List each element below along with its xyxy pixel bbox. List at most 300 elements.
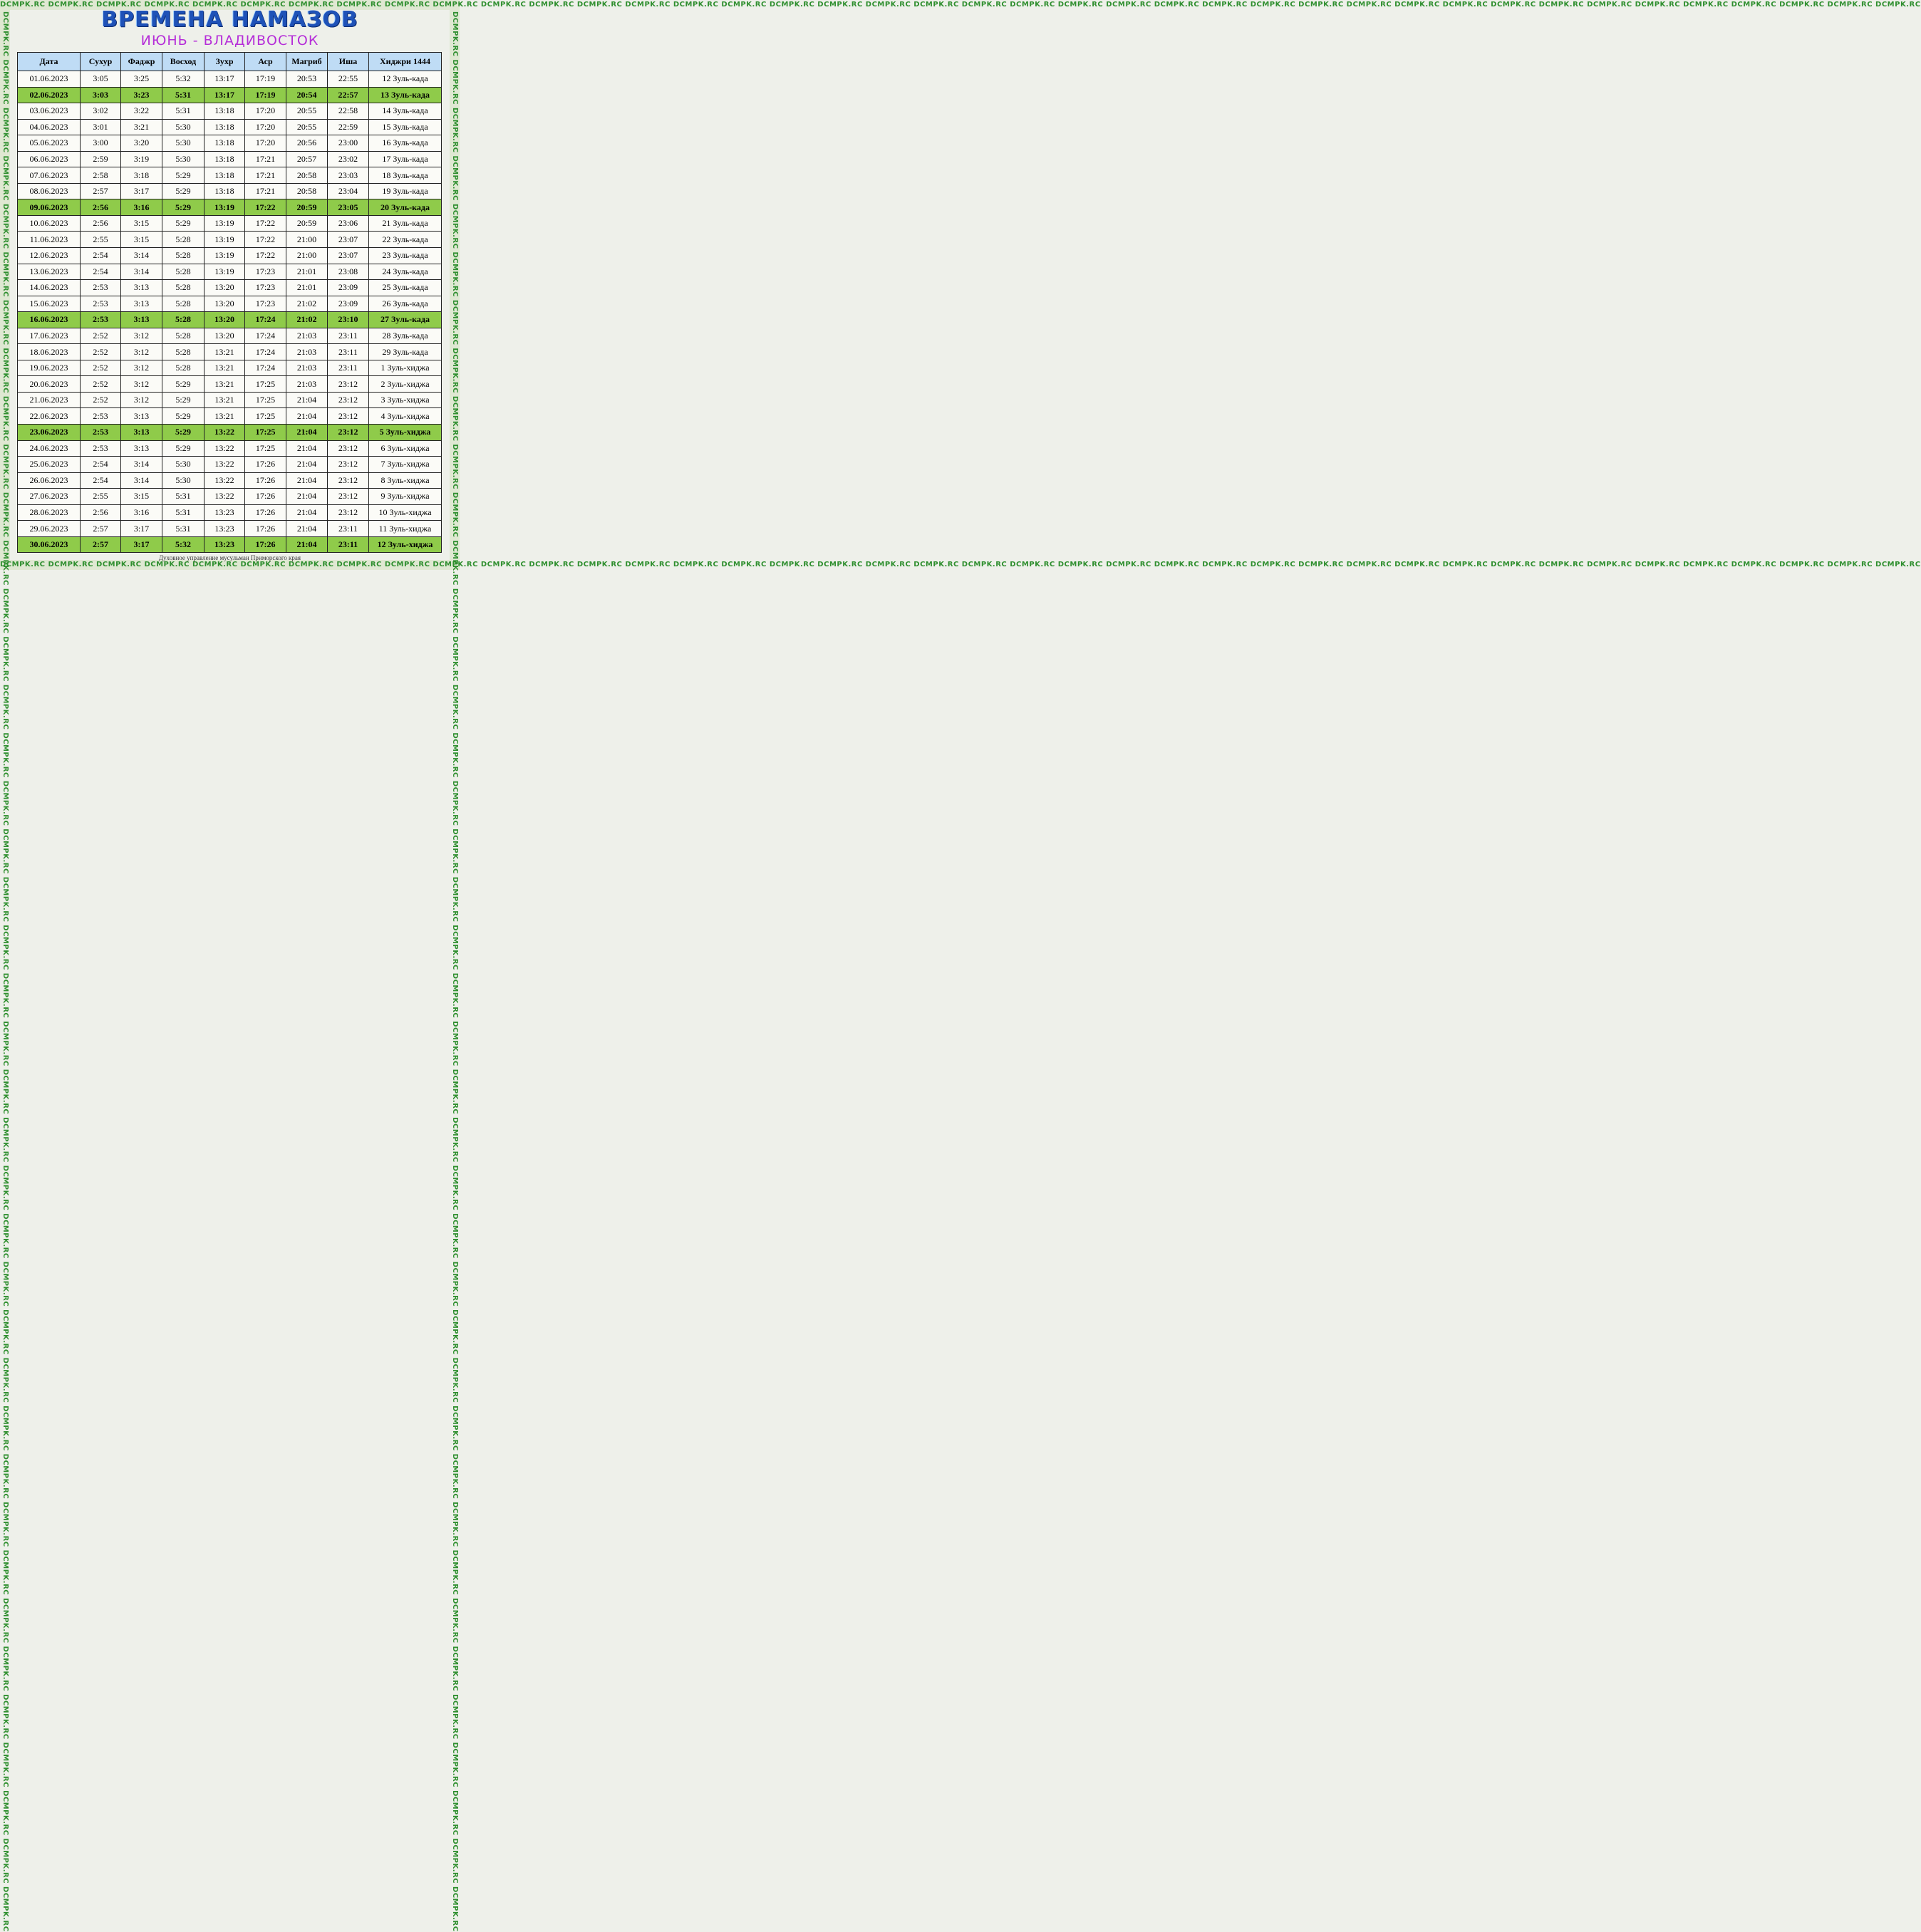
table-row bbox=[18, 248, 442, 264]
cell-asr: 17:24 bbox=[245, 344, 286, 360]
cell-zuhr: 13:18 bbox=[204, 183, 245, 199]
table-row bbox=[18, 264, 442, 280]
cell-asr: 17:25 bbox=[245, 425, 286, 441]
cell-sunrise: 5:28 bbox=[162, 344, 204, 360]
cell-hijri: 17 Зуль-када bbox=[369, 151, 442, 167]
cell-hijri: 2 Зуль-хиджа bbox=[369, 376, 442, 393]
table-row bbox=[18, 521, 442, 537]
cell-maghrib: 21:04 bbox=[286, 521, 328, 537]
cell-isha: 23:12 bbox=[328, 440, 369, 457]
cell-suhur: 2:54 bbox=[81, 264, 121, 280]
cell-fajr: 3:17 bbox=[121, 183, 162, 199]
table-row bbox=[18, 344, 442, 360]
cell-zuhr: 13:21 bbox=[204, 344, 245, 360]
cell-suhur: 2:53 bbox=[81, 296, 121, 312]
cell-maghrib: 20:55 bbox=[286, 119, 328, 135]
cell-maghrib: 21:03 bbox=[286, 328, 328, 344]
cell-isha: 23:12 bbox=[328, 489, 369, 505]
cell-maghrib: 21:03 bbox=[286, 344, 328, 360]
cell-sunrise: 5:29 bbox=[162, 408, 204, 425]
cell-hijri: 3 Зуль-хиджа bbox=[369, 392, 442, 408]
cell-isha: 23:11 bbox=[328, 344, 369, 360]
cell-hijri: 7 Зуль-хиджа bbox=[369, 457, 442, 473]
cell-hijri: 14 Зуль-када bbox=[369, 103, 442, 120]
cell-fajr: 3:12 bbox=[121, 392, 162, 408]
cell-zuhr: 13:19 bbox=[204, 248, 245, 264]
cell-zuhr: 13:18 bbox=[204, 103, 245, 120]
column-header-hijri: Хиджри 1444 bbox=[369, 53, 442, 71]
cell-suhur: 2:54 bbox=[81, 457, 121, 473]
cell-isha: 23:09 bbox=[328, 280, 369, 296]
cell-asr: 17:21 bbox=[245, 183, 286, 199]
cell-date: 21.06.2023 bbox=[18, 392, 81, 408]
table-header-row bbox=[18, 53, 442, 71]
cell-fajr: 3:13 bbox=[121, 312, 162, 328]
cell-fajr: 3:12 bbox=[121, 376, 162, 393]
column-header-maghrib: Магриб bbox=[286, 53, 328, 71]
table-row bbox=[18, 119, 442, 135]
cell-suhur: 2:56 bbox=[81, 199, 121, 216]
cell-isha: 23:06 bbox=[328, 215, 369, 232]
cell-isha: 23:05 bbox=[328, 199, 369, 216]
cell-isha: 23:02 bbox=[328, 151, 369, 167]
cell-maghrib: 20:58 bbox=[286, 183, 328, 199]
cell-suhur: 3:00 bbox=[81, 135, 121, 152]
column-header-zuhr: Зухр bbox=[204, 53, 245, 71]
cell-asr: 17:25 bbox=[245, 392, 286, 408]
cell-fajr: 3:12 bbox=[121, 344, 162, 360]
cell-sunrise: 5:28 bbox=[162, 328, 204, 344]
column-header-date: Дата bbox=[18, 53, 81, 71]
cell-isha: 23:12 bbox=[328, 504, 369, 521]
cell-isha: 23:07 bbox=[328, 232, 369, 248]
cell-date: 27.06.2023 bbox=[18, 489, 81, 505]
cell-hijri: 22 Зуль-када bbox=[369, 232, 442, 248]
column-header-fajr: Фаджр bbox=[121, 53, 162, 71]
cell-maghrib: 20:54 bbox=[286, 87, 328, 103]
cell-sunrise: 5:31 bbox=[162, 489, 204, 505]
cell-fajr: 3:13 bbox=[121, 280, 162, 296]
cell-maghrib: 21:01 bbox=[286, 280, 328, 296]
cell-suhur: 2:53 bbox=[81, 425, 121, 441]
cell-date: 24.06.2023 bbox=[18, 440, 81, 457]
cell-sunrise: 5:28 bbox=[162, 360, 204, 376]
cell-suhur: 2:52 bbox=[81, 360, 121, 376]
cell-maghrib: 20:58 bbox=[286, 167, 328, 184]
watermark-border-bottom: DCMPK.RC DCMPK.RC DCMPK.RC DCMPK.RC DCMPK.RC DCMPK.RC DCMPK.RC DCMPK.RC DCMPK.RC DCMPK.RC DCMPK.RC DCMPK.RC DCMPK.RC DCMPK.RC DCMPK.RC DCMPK.RC DCMPK.RC DCMPK.RC DCMPK.RC DCMPK.RC DCMPK.RC DCMPK.RC DCMPK.RC DCMPK.RC DCMPK.RC DCMPK.RC DCMPK.RC DCMPK.RC DCMPK.RC DCMPK.RC DCMPK.RC DCMPK.RC DCMPK.RC DCMPK.RC DCMPK.RC DCMPK.RC DCMPK.RC DCMPK.RC DCMPK.RC DCMPK.RC bbox=[0, 561, 1921, 568]
cell-sunrise: 5:30 bbox=[162, 135, 204, 152]
cell-date: 19.06.2023 bbox=[18, 360, 81, 376]
cell-hijri: 12 Зуль-када bbox=[369, 71, 442, 88]
table-row bbox=[18, 232, 442, 248]
cell-date: 30.06.2023 bbox=[18, 536, 81, 553]
cell-maghrib: 21:04 bbox=[286, 392, 328, 408]
footer-caption: Духовное управление мусульман Приморского края bbox=[158, 554, 301, 561]
cell-asr: 17:26 bbox=[245, 504, 286, 521]
cell-isha: 23:12 bbox=[328, 392, 369, 408]
cell-date: 05.06.2023 bbox=[18, 135, 81, 152]
cell-asr: 17:22 bbox=[245, 199, 286, 216]
table-row bbox=[18, 71, 442, 88]
cell-hijri: 12 Зуль-хиджа bbox=[369, 536, 442, 553]
cell-maghrib: 21:00 bbox=[286, 248, 328, 264]
cell-isha: 23:11 bbox=[328, 360, 369, 376]
cell-maghrib: 20:56 bbox=[286, 135, 328, 152]
cell-zuhr: 13:21 bbox=[204, 392, 245, 408]
cell-sunrise: 5:28 bbox=[162, 312, 204, 328]
cell-fajr: 3:12 bbox=[121, 360, 162, 376]
cell-zuhr: 13:19 bbox=[204, 199, 245, 216]
cell-isha: 22:57 bbox=[328, 87, 369, 103]
cell-date: 07.06.2023 bbox=[18, 167, 81, 184]
table-row bbox=[18, 392, 442, 408]
cell-date: 09.06.2023 bbox=[18, 199, 81, 216]
cell-zuhr: 13:22 bbox=[204, 489, 245, 505]
table-row bbox=[18, 87, 442, 103]
cell-maghrib: 21:04 bbox=[286, 504, 328, 521]
cell-hijri: 11 Зуль-хиджа bbox=[369, 521, 442, 537]
cell-isha: 23:11 bbox=[328, 521, 369, 537]
table-row bbox=[18, 328, 442, 344]
cell-suhur: 2:54 bbox=[81, 472, 121, 489]
cell-fajr: 3:13 bbox=[121, 408, 162, 425]
table-row bbox=[18, 504, 442, 521]
watermark-border-top: DCMPK.RC DCMPK.RC DCMPK.RC DCMPK.RC DCMPK.RC DCMPK.RC DCMPK.RC DCMPK.RC DCMPK.RC DCMPK.RC DCMPK.RC DCMPK.RC DCMPK.RC DCMPK.RC DCMPK.RC DCMPK.RC DCMPK.RC DCMPK.RC DCMPK.RC DCMPK.RC DCMPK.RC DCMPK.RC DCMPK.RC DCMPK.RC DCMPK.RC DCMPK.RC DCMPK.RC DCMPK.RC DCMPK.RC DCMPK.RC DCMPK.RC DCMPK.RC DCMPK.RC DCMPK.RC DCMPK.RC DCMPK.RC DCMPK.RC DCMPK.RC DCMPK.RC DCMPK.RC bbox=[0, 1, 1921, 9]
table-row bbox=[18, 135, 442, 152]
table-row bbox=[18, 489, 442, 505]
cell-hijri: 26 Зуль-када bbox=[369, 296, 442, 312]
cell-zuhr: 13:21 bbox=[204, 408, 245, 425]
cell-sunrise: 5:28 bbox=[162, 280, 204, 296]
cell-fajr: 3:14 bbox=[121, 472, 162, 489]
cell-date: 20.06.2023 bbox=[18, 376, 81, 393]
cell-asr: 17:26 bbox=[245, 521, 286, 537]
cell-hijri: 8 Зуль-хиджа bbox=[369, 472, 442, 489]
cell-fajr: 3:17 bbox=[121, 536, 162, 553]
cell-asr: 17:20 bbox=[245, 103, 286, 120]
cell-sunrise: 5:30 bbox=[162, 457, 204, 473]
cell-isha: 23:12 bbox=[328, 457, 369, 473]
cell-isha: 23:07 bbox=[328, 248, 369, 264]
cell-zuhr: 13:23 bbox=[204, 504, 245, 521]
cell-suhur: 2:55 bbox=[81, 489, 121, 505]
cell-sunrise: 5:29 bbox=[162, 167, 204, 184]
column-header-isha: Иша bbox=[328, 53, 369, 71]
cell-hijri: 13 Зуль-када bbox=[369, 87, 442, 103]
watermark-border-right: DCMPK.RC DCMPK.RC DCMPK.RC DCMPK.RC DCMPK.RC DCMPK.RC DCMPK.RC DCMPK.RC DCMPK.RC DCMPK.RC DCMPK.RC DCMPK.RC DCMPK.RC DCMPK.RC DCMPK.RC DCMPK.RC DCMPK.RC DCMPK.RC DCMPK.RC DCMPK.RC DCMPK.RC DCMPK.RC DCMPK.RC DCMPK.RC DCMPK.RC DCMPK.RC DCMPK.RC DCMPK.RC DCMPK.RC DCMPK.RC DCMPK.RC DCMPK.RC DCMPK.RC DCMPK.RC DCMPK.RC DCMPK.RC DCMPK.RC DCMPK.RC DCMPK.RC DCMPK.RC bbox=[451, 11, 459, 1932]
cell-isha: 22:55 bbox=[328, 71, 369, 88]
table-row bbox=[18, 151, 442, 167]
cell-date: 17.06.2023 bbox=[18, 328, 81, 344]
cell-isha: 23:04 bbox=[328, 183, 369, 199]
cell-isha: 23:12 bbox=[328, 425, 369, 441]
cell-hijri: 19 Зуль-када bbox=[369, 183, 442, 199]
cell-suhur: 3:05 bbox=[81, 71, 121, 88]
cell-sunrise: 5:28 bbox=[162, 232, 204, 248]
cell-zuhr: 13:17 bbox=[204, 87, 245, 103]
cell-asr: 17:25 bbox=[245, 408, 286, 425]
cell-isha: 23:09 bbox=[328, 296, 369, 312]
cell-zuhr: 13:20 bbox=[204, 296, 245, 312]
cell-hijri: 4 Зуль-хиджа bbox=[369, 408, 442, 425]
cell-suhur: 2:52 bbox=[81, 344, 121, 360]
cell-zuhr: 13:21 bbox=[204, 376, 245, 393]
cell-asr: 17:23 bbox=[245, 296, 286, 312]
cell-zuhr: 13:20 bbox=[204, 312, 245, 328]
cell-asr: 17:21 bbox=[245, 151, 286, 167]
cell-maghrib: 20:59 bbox=[286, 199, 328, 216]
cell-date: 03.06.2023 bbox=[18, 103, 81, 120]
cell-asr: 17:26 bbox=[245, 457, 286, 473]
cell-date: 10.06.2023 bbox=[18, 215, 81, 232]
table-row bbox=[18, 360, 442, 376]
cell-isha: 22:59 bbox=[328, 119, 369, 135]
cell-zuhr: 13:22 bbox=[204, 472, 245, 489]
cell-sunrise: 5:28 bbox=[162, 248, 204, 264]
table-row bbox=[18, 103, 442, 120]
cell-isha: 23:11 bbox=[328, 328, 369, 344]
cell-asr: 17:20 bbox=[245, 119, 286, 135]
cell-suhur: 3:01 bbox=[81, 119, 121, 135]
cell-date: 22.06.2023 bbox=[18, 408, 81, 425]
cell-sunrise: 5:31 bbox=[162, 103, 204, 120]
cell-maghrib: 21:04 bbox=[286, 425, 328, 441]
table-row bbox=[18, 167, 442, 184]
cell-hijri: 5 Зуль-хиджа bbox=[369, 425, 442, 441]
cell-maghrib: 21:04 bbox=[286, 489, 328, 505]
table-row bbox=[18, 457, 442, 473]
table-row bbox=[18, 425, 442, 441]
cell-fajr: 3:16 bbox=[121, 504, 162, 521]
cell-hijri: 20 Зуль-када bbox=[369, 199, 442, 216]
cell-maghrib: 21:04 bbox=[286, 457, 328, 473]
cell-sunrise: 5:31 bbox=[162, 504, 204, 521]
prayer-times-table bbox=[17, 52, 442, 553]
cell-zuhr: 13:19 bbox=[204, 232, 245, 248]
cell-suhur: 2:59 bbox=[81, 151, 121, 167]
cell-suhur: 3:02 bbox=[81, 103, 121, 120]
cell-date: 11.06.2023 bbox=[18, 232, 81, 248]
cell-fajr: 3:17 bbox=[121, 521, 162, 537]
cell-hijri: 15 Зуль-када bbox=[369, 119, 442, 135]
cell-maghrib: 21:03 bbox=[286, 360, 328, 376]
cell-hijri: 16 Зуль-када bbox=[369, 135, 442, 152]
cell-suhur: 2:54 bbox=[81, 248, 121, 264]
cell-asr: 17:24 bbox=[245, 312, 286, 328]
cell-zuhr: 13:20 bbox=[204, 328, 245, 344]
cell-maghrib: 20:57 bbox=[286, 151, 328, 167]
cell-asr: 17:25 bbox=[245, 440, 286, 457]
page-title: ВРЕМЕНА НАМАЗОВ bbox=[101, 7, 358, 32]
cell-date: 06.06.2023 bbox=[18, 151, 81, 167]
cell-suhur: 2:53 bbox=[81, 408, 121, 425]
cell-suhur: 2:57 bbox=[81, 183, 121, 199]
cell-maghrib: 20:53 bbox=[286, 71, 328, 88]
cell-suhur: 2:58 bbox=[81, 167, 121, 184]
cell-suhur: 2:53 bbox=[81, 440, 121, 457]
cell-maghrib: 21:03 bbox=[286, 376, 328, 393]
cell-asr: 17:24 bbox=[245, 328, 286, 344]
cell-fajr: 3:19 bbox=[121, 151, 162, 167]
table-body bbox=[18, 71, 442, 553]
cell-suhur: 2:52 bbox=[81, 376, 121, 393]
cell-hijri: 25 Зуль-када bbox=[369, 280, 442, 296]
cell-fajr: 3:18 bbox=[121, 167, 162, 184]
cell-fajr: 3:15 bbox=[121, 232, 162, 248]
cell-date: 04.06.2023 bbox=[18, 119, 81, 135]
column-header-suhur: Сухур bbox=[81, 53, 121, 71]
cell-asr: 17:21 bbox=[245, 167, 286, 184]
cell-asr: 17:26 bbox=[245, 472, 286, 489]
cell-fajr: 3:14 bbox=[121, 264, 162, 280]
cell-maghrib: 21:04 bbox=[286, 536, 328, 553]
cell-fajr: 3:13 bbox=[121, 296, 162, 312]
cell-fajr: 3:13 bbox=[121, 440, 162, 457]
column-header-sunrise: Восход bbox=[162, 53, 204, 71]
cell-sunrise: 5:29 bbox=[162, 183, 204, 199]
cell-sunrise: 5:31 bbox=[162, 87, 204, 103]
cell-hijri: 1 Зуль-хиджа bbox=[369, 360, 442, 376]
cell-zuhr: 13:21 bbox=[204, 360, 245, 376]
cell-suhur: 2:53 bbox=[81, 312, 121, 328]
cell-date: 26.06.2023 bbox=[18, 472, 81, 489]
table-row bbox=[18, 183, 442, 199]
cell-asr: 17:22 bbox=[245, 215, 286, 232]
table-row bbox=[18, 280, 442, 296]
cell-date: 16.06.2023 bbox=[18, 312, 81, 328]
cell-date: 25.06.2023 bbox=[18, 457, 81, 473]
cell-fajr: 3:20 bbox=[121, 135, 162, 152]
table-row bbox=[18, 199, 442, 216]
cell-maghrib: 21:01 bbox=[286, 264, 328, 280]
cell-sunrise: 5:28 bbox=[162, 264, 204, 280]
cell-isha: 23:03 bbox=[328, 167, 369, 184]
cell-zuhr: 13:20 bbox=[204, 280, 245, 296]
cell-fajr: 3:12 bbox=[121, 328, 162, 344]
cell-date: 02.06.2023 bbox=[18, 87, 81, 103]
cell-asr: 17:26 bbox=[245, 536, 286, 553]
cell-hijri: 10 Зуль-хиджа bbox=[369, 504, 442, 521]
cell-asr: 17:26 bbox=[245, 489, 286, 505]
cell-maghrib: 21:02 bbox=[286, 296, 328, 312]
cell-sunrise: 5:29 bbox=[162, 440, 204, 457]
cell-isha: 23:08 bbox=[328, 264, 369, 280]
cell-fajr: 3:22 bbox=[121, 103, 162, 120]
cell-zuhr: 13:22 bbox=[204, 425, 245, 441]
cell-maghrib: 21:04 bbox=[286, 408, 328, 425]
table-row bbox=[18, 376, 442, 393]
cell-isha: 23:12 bbox=[328, 472, 369, 489]
watermark-border-left: DCMPK.RC DCMPK.RC DCMPK.RC DCMPK.RC DCMPK.RC DCMPK.RC DCMPK.RC DCMPK.RC DCMPK.RC DCMPK.RC DCMPK.RC DCMPK.RC DCMPK.RC DCMPK.RC DCMPK.RC DCMPK.RC DCMPK.RC DCMPK.RC DCMPK.RC DCMPK.RC DCMPK.RC DCMPK.RC DCMPK.RC DCMPK.RC DCMPK.RC DCMPK.RC DCMPK.RC DCMPK.RC DCMPK.RC DCMPK.RC DCMPK.RC DCMPK.RC DCMPK.RC DCMPK.RC DCMPK.RC DCMPK.RC DCMPK.RC DCMPK.RC DCMPK.RC DCMPK.RC bbox=[1, 11, 9, 1932]
cell-sunrise: 5:30 bbox=[162, 119, 204, 135]
cell-zuhr: 13:19 bbox=[204, 215, 245, 232]
cell-sunrise: 5:29 bbox=[162, 215, 204, 232]
cell-zuhr: 13:18 bbox=[204, 119, 245, 135]
cell-fajr: 3:15 bbox=[121, 489, 162, 505]
cell-hijri: 23 Зуль-када bbox=[369, 248, 442, 264]
cell-suhur: 2:52 bbox=[81, 392, 121, 408]
cell-asr: 17:23 bbox=[245, 264, 286, 280]
table-row bbox=[18, 312, 442, 328]
cell-sunrise: 5:30 bbox=[162, 472, 204, 489]
cell-fajr: 3:23 bbox=[121, 87, 162, 103]
cell-fajr: 3:13 bbox=[121, 425, 162, 441]
cell-date: 01.06.2023 bbox=[18, 71, 81, 88]
cell-asr: 17:19 bbox=[245, 87, 286, 103]
cell-isha: 22:58 bbox=[328, 103, 369, 120]
cell-hijri: 29 Зуль-када bbox=[369, 344, 442, 360]
cell-suhur: 2:53 bbox=[81, 280, 121, 296]
cell-isha: 23:10 bbox=[328, 312, 369, 328]
cell-hijri: 18 Зуль-када bbox=[369, 167, 442, 184]
cell-zuhr: 13:23 bbox=[204, 521, 245, 537]
cell-suhur: 2:56 bbox=[81, 504, 121, 521]
cell-zuhr: 13:18 bbox=[204, 135, 245, 152]
cell-zuhr: 13:18 bbox=[204, 151, 245, 167]
cell-asr: 17:22 bbox=[245, 248, 286, 264]
cell-suhur: 2:57 bbox=[81, 536, 121, 553]
table-row bbox=[18, 472, 442, 489]
cell-sunrise: 5:29 bbox=[162, 392, 204, 408]
cell-isha: 23:11 bbox=[328, 536, 369, 553]
cell-hijri: 6 Зуль-хиджа bbox=[369, 440, 442, 457]
table-row bbox=[18, 215, 442, 232]
cell-asr: 17:23 bbox=[245, 280, 286, 296]
cell-maghrib: 20:59 bbox=[286, 215, 328, 232]
cell-sunrise: 5:30 bbox=[162, 151, 204, 167]
cell-suhur: 2:57 bbox=[81, 521, 121, 537]
table-row bbox=[18, 408, 442, 425]
cell-fajr: 3:21 bbox=[121, 119, 162, 135]
cell-isha: 23:12 bbox=[328, 408, 369, 425]
cell-fajr: 3:15 bbox=[121, 215, 162, 232]
cell-date: 12.06.2023 bbox=[18, 248, 81, 264]
table-row bbox=[18, 296, 442, 312]
cell-zuhr: 13:19 bbox=[204, 264, 245, 280]
cell-hijri: 28 Зуль-када bbox=[369, 328, 442, 344]
cell-suhur: 2:52 bbox=[81, 328, 121, 344]
table-row bbox=[18, 536, 442, 553]
cell-sunrise: 5:29 bbox=[162, 199, 204, 216]
cell-hijri: 9 Зуль-хиджа bbox=[369, 489, 442, 505]
cell-asr: 17:22 bbox=[245, 232, 286, 248]
cell-asr: 17:20 bbox=[245, 135, 286, 152]
cell-date: 15.06.2023 bbox=[18, 296, 81, 312]
cell-zuhr: 13:18 bbox=[204, 167, 245, 184]
cell-fajr: 3:14 bbox=[121, 248, 162, 264]
cell-zuhr: 13:22 bbox=[204, 457, 245, 473]
table-row bbox=[18, 440, 442, 457]
cell-asr: 17:24 bbox=[245, 360, 286, 376]
cell-maghrib: 20:55 bbox=[286, 103, 328, 120]
cell-sunrise: 5:32 bbox=[162, 536, 204, 553]
cell-fajr: 3:25 bbox=[121, 71, 162, 88]
cell-asr: 17:19 bbox=[245, 71, 286, 88]
cell-hijri: 24 Зуль-када bbox=[369, 264, 442, 280]
cell-hijri: 27 Зуль-када bbox=[369, 312, 442, 328]
cell-sunrise: 5:28 bbox=[162, 296, 204, 312]
cell-asr: 17:25 bbox=[245, 376, 286, 393]
cell-isha: 23:12 bbox=[328, 376, 369, 393]
cell-sunrise: 5:29 bbox=[162, 376, 204, 393]
cell-date: 08.06.2023 bbox=[18, 183, 81, 199]
cell-maghrib: 21:04 bbox=[286, 440, 328, 457]
cell-date: 18.06.2023 bbox=[18, 344, 81, 360]
cell-sunrise: 5:29 bbox=[162, 425, 204, 441]
cell-fajr: 3:14 bbox=[121, 457, 162, 473]
cell-zuhr: 13:22 bbox=[204, 440, 245, 457]
cell-date: 13.06.2023 bbox=[18, 264, 81, 280]
